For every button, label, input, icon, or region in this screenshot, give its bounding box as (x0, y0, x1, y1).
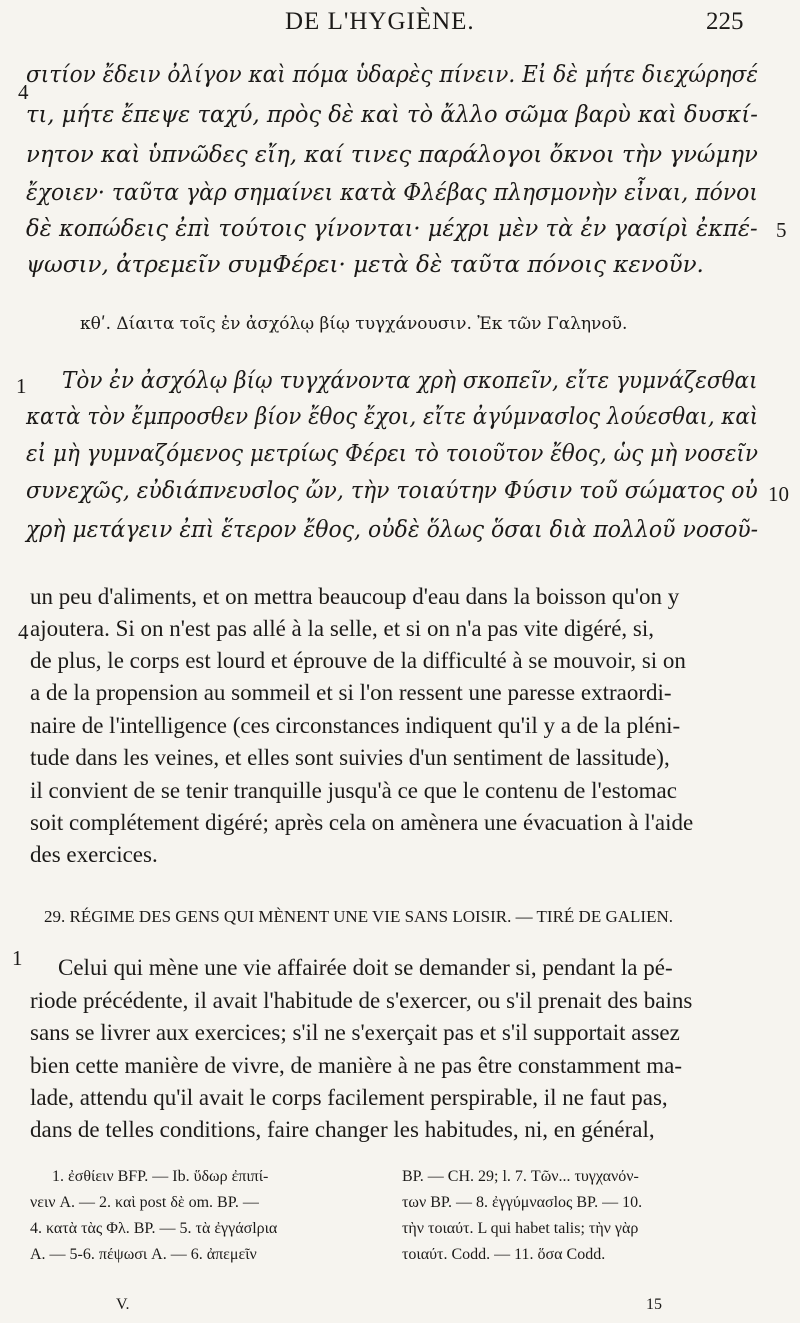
greek-line: ἔχοιεν· ταῦτα γὰρ σημαίνει κατὰ Φλέβας πλησμονὴν εἶναι, πόνοι (26, 180, 758, 206)
footnote-line: τοιαύτ. Codd. — 11. ὅσα Codd. (402, 1246, 606, 1263)
french-line: soit complétement digéré; après cela on amènera une évacuation à l'aide (30, 810, 694, 835)
footnote-line: BP. — CH. 29; l. 7. Τῶν... τυγχανόν- (402, 1168, 639, 1185)
signature-mark: V. (116, 1296, 130, 1313)
french-line: bien cette manière de vivre, de manière à ne pas être constamment ma- (30, 1053, 682, 1078)
page-number: 225 (706, 8, 744, 35)
greek-line: δὲ κοπώδεις ἐπὶ τούτοις γίνονται· μέχρι μὲν τὰ ἐν γασίρὶ ἐκπέ- (26, 216, 758, 242)
footnote-line: A. — 5-6. πέψωσι A. — 6. ἀπεμεῖν (30, 1246, 257, 1263)
french-line: a de la propension au sommeil et si l'on ressent une paresse extraordi- (30, 680, 672, 705)
margin-line-number: 1 (12, 946, 23, 970)
french-line: il convient de se tenir tranquille jusqu'à ce que le contenu de l'estomac (30, 778, 677, 803)
greek-line: κατὰ τὸν ἔμπροσθεν βίον ἔθος ἔχοι, εἴτε ἀγύμνασlος λούεσθαι, καὶ (26, 404, 759, 430)
signature-number: 15 (646, 1296, 662, 1313)
french-line: de plus, le corps est lourd et éprouve de la difficulté à se mouvoir, si on (30, 648, 686, 673)
greek-line: χρὴ μετάγειν ἐπὶ ἕτερον ἔθος, οὐδὲ ὅλως ὅσαι διὰ πολλοῦ νοσοῦ- (26, 517, 759, 543)
french-section-heading: 29. RÉGIME DES GENS QUI MÈNENT UNE VIE SANS LOISIR. — TIRÉ DE GALIEN. (44, 907, 673, 926)
greek-line: νητον καὶ ὑπνῶδες εἴη, καί τινες παράλογοι ὄκνοι τὴν γνώμην (26, 142, 758, 168)
greek-line: σιτίον ἔδειν ὀλίγον καὶ πόμα ὑδαρὲς πίνειν. Εἰ δὲ μήτε διεχώρησέ (26, 62, 758, 88)
french-line: riode précédente, il avait l'habitude de s'exercer, ou s'il prenait des bains (30, 988, 693, 1013)
greek-line: τι, μήτε ἔπεψε ταχύ, πρὸς δὲ καὶ τὸ ἄλλο σῶμα βαρὺ καὶ δυσκί- (26, 102, 758, 128)
footnote-line: των BP. — 8. ἐγγύμνασlος BP. — 10. (402, 1194, 643, 1211)
greek-line: ψωσιν, ἀτρεμεῖν συμΦέρει· μετὰ δὲ ταῦτα πόνοις κενοῦν. (26, 252, 704, 278)
french-line: lade, attendu qu'il avait le corps facilement perspirable, il ne faut pas, (30, 1085, 668, 1110)
margin-line-number: 10 (768, 482, 789, 506)
french-line: un peu d'aliments, et on mettra beaucoup d'eau dans la boisson qu'on y (30, 584, 680, 609)
french-line: des exercices. (30, 842, 158, 867)
footnote-line: τὴν τοιαύτ. L qui habet talis; τὴν γὰρ (402, 1220, 639, 1237)
french-line: naire de l'intelligence (ces circonstances indiquent qu'il y a de la pléni- (30, 713, 681, 738)
running-title: DE L'HYGIÈNE. (285, 8, 475, 35)
french-line: ajoutera. Si on n'est pas allé à la selle, et si on n'a pas vite digéré, si, (30, 616, 654, 641)
greek-section-heading: κθʹ. Δίαιτα τοῖς ἐν ἀσχόλῳ βίῳ τυγχάνουσιν. Ἐκ τῶν Γαληνοῦ. (80, 314, 628, 334)
margin-line-number: 5 (776, 218, 787, 242)
french-line: sans se livrer aux exercices; s'il ne s'exerçait pas et s'il supportait assez (30, 1020, 680, 1045)
footnote-line: 4. κατὰ τὰς Φλ. BP. — 5. τὰ ἐγγάσlρια (30, 1220, 278, 1237)
margin-line-number: 4 (18, 80, 29, 104)
greek-line: συνεχῶς, εὐδιάπνευσlος ὤν, τὴν τοιαύτην Φύσιν τοῦ σώματος οὐ (26, 478, 758, 504)
greek-line: Τὸν ἐν ἀσχόλῳ βίῳ τυγχάνοντα χρὴ σκοπεῖν, εἴτε γυμνάζεσθαι (62, 368, 758, 394)
french-line: tude dans les veines, et elles sont suivies d'un sentiment de lassitude), (30, 745, 670, 770)
running-head (0, 8, 800, 42)
greek-line: εἰ μὴ γυμναζόμενος μετρίως Φέρει τὸ τοιοῦτον ἔθος, ὡς μὴ νοσεῖν (26, 441, 759, 467)
footnote-line: 1. ἐσθίειν BFP. — Ib. ὕδωρ ἐπιπί- (52, 1168, 269, 1185)
footnote-line: νειν A. — 2. καὶ post δὲ om. BP. — (30, 1194, 259, 1211)
french-line: dans de telles conditions, faire changer les habitudes, ni, en général, (30, 1117, 655, 1142)
margin-line-number: 4 (18, 620, 29, 644)
margin-line-number: 1 (16, 374, 27, 398)
french-line: Celui qui mène une vie affairée doit se demander si, pendant la pé- (58, 955, 673, 980)
